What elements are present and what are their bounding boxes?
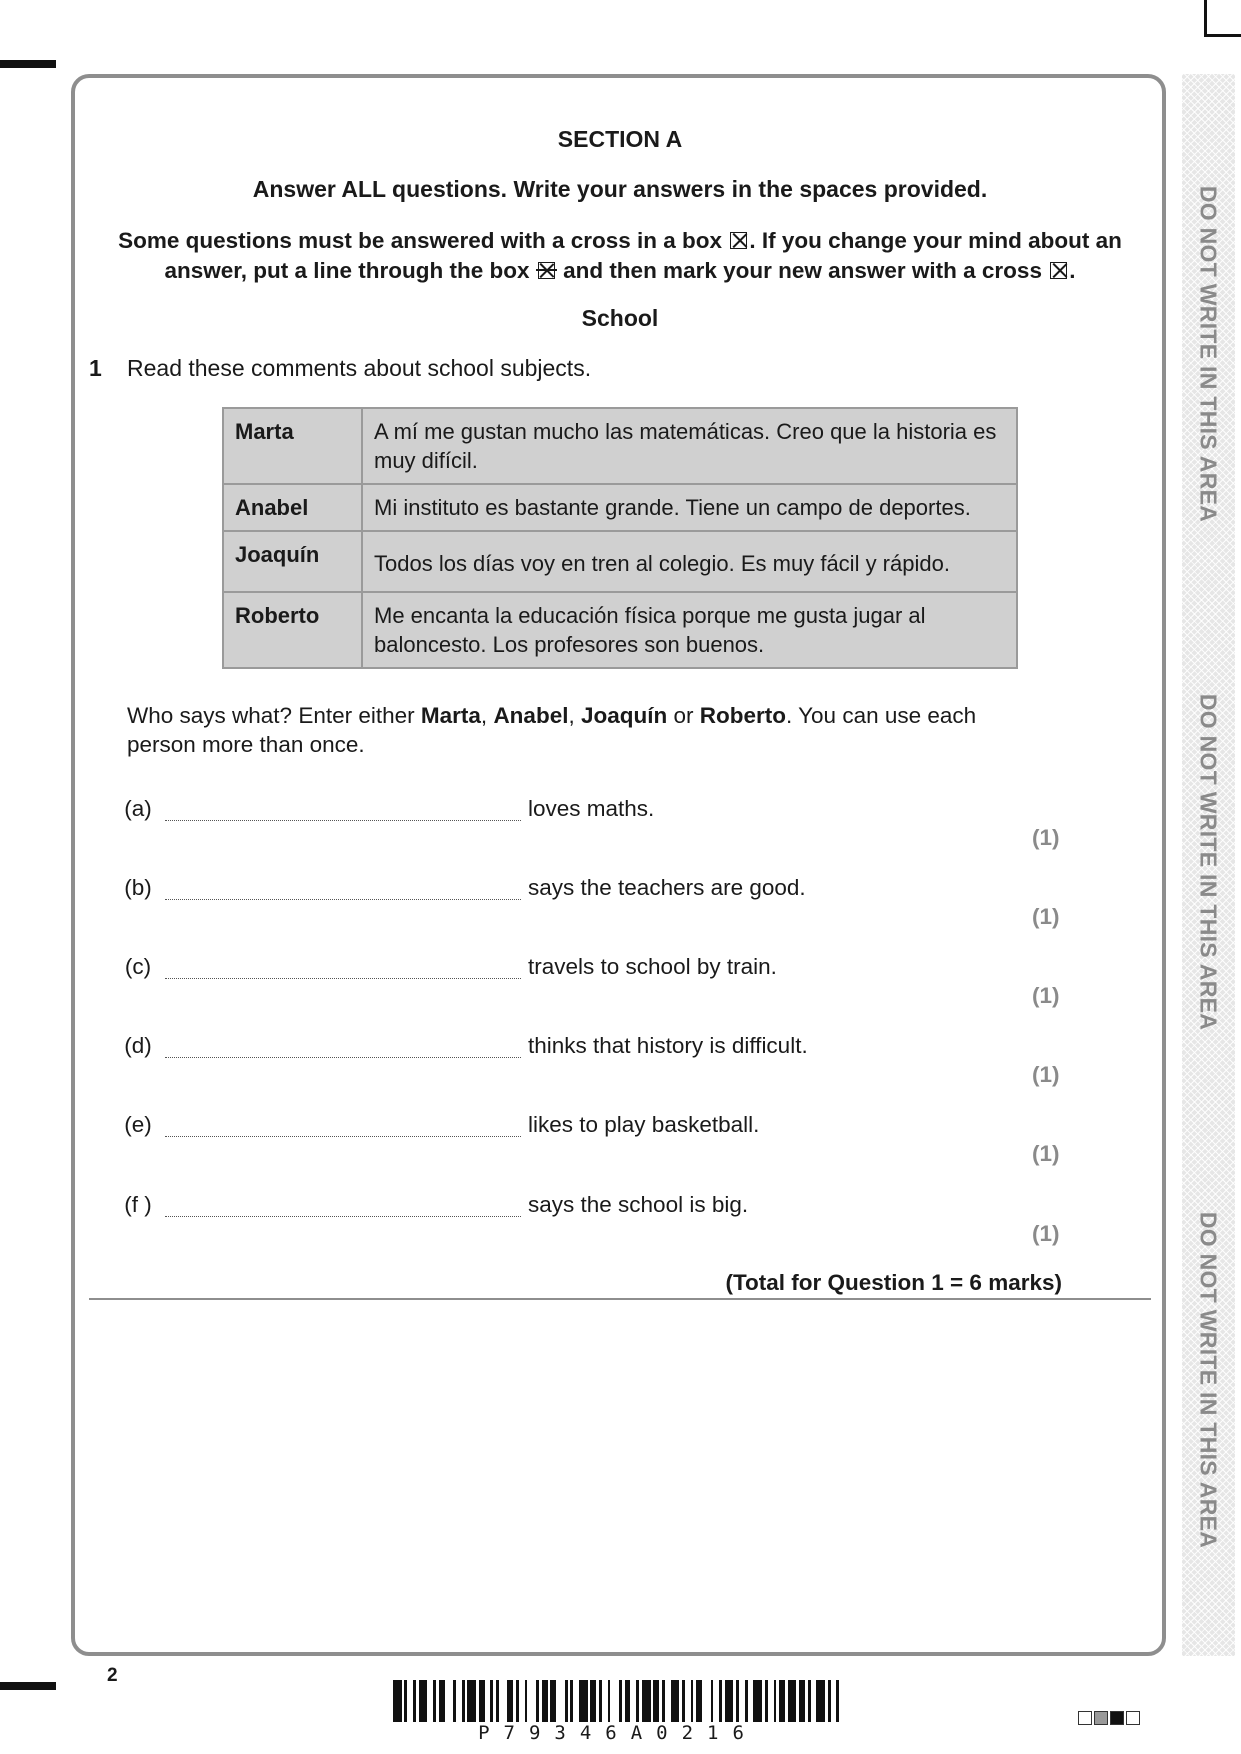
answer-line[interactable] [165,899,521,900]
answer-item-c [120,954,1060,1014]
topic-heading: School [581,305,659,331]
comment-text: Todos los días voy en tren al colegio. Es muy fácil y rápido. [362,531,1017,592]
cross-box-icon [1050,262,1067,279]
item-label: (b) [124,875,152,900]
answer-item-b [120,875,1060,935]
who-says-prefix: Who says what? Enter either [127,703,421,728]
barcode-bar [499,1680,508,1722]
comment-name: Marta [223,408,362,484]
side-warning-1: DO NOT WRITE IN THIS AREA [1195,185,1222,523]
barcode-bar [419,1680,428,1722]
answer-line[interactable] [165,1136,521,1137]
instruction-text-c: and then mark your new answer with a cross [563,258,1042,283]
item-label: (f ) [124,1192,152,1217]
answer-item-d [120,1033,1060,1093]
instruction-text-a: Some questions must be answered with a cross in a box [118,228,723,253]
item-text: thinks that history is difficult. [528,1033,808,1058]
comment-text: A mí me gustan mucho las matemáticas. Creo que la historia es muy difícil. [362,408,1017,484]
barcode-bar [816,1680,825,1722]
name-roberto: Roberto [699,703,786,728]
struck-cross-box-icon [538,262,555,279]
comment-name: Roberto [223,592,362,668]
comment-text: Mi instituto es bastante grande. Tiene un campo de deportes. [362,484,1017,531]
marker-square [1126,1711,1140,1725]
name-joaquin: Joaquín [580,703,668,728]
barcode-bar [642,1680,651,1722]
page-number: 2 [107,1665,118,1686]
separator: , [568,703,581,728]
table-row [223,592,1017,668]
side-warning-2: DO NOT WRITE IN THIS AREA [1195,693,1222,1031]
barcode-bar [467,1680,476,1722]
barcode-bar [610,1680,619,1722]
mark-allocation: (1) [1032,825,1060,850]
instruction-line-1: Answer ALL questions. Write your answers in the spaces provided. [252,176,988,202]
answer-line[interactable] [165,1216,521,1217]
item-text: likes to play basketball. [528,1112,760,1137]
item-text: loves maths. [528,796,655,821]
question-number: 1 [89,355,102,381]
barcode-bar [393,1680,402,1722]
question-text: Read these comments about school subjects. [127,355,592,381]
item-label: (a) [124,796,152,821]
separator: or [667,703,700,728]
instruction-line-2 [90,226,1150,286]
section-title: SECTION A [557,126,683,152]
comment-name: Anabel [223,484,362,531]
item-label: (c) [124,954,152,979]
comments-table [222,407,1018,669]
barcode [393,1680,843,1722]
mark-allocation: (1) [1032,1141,1060,1166]
mark-allocation: (1) [1032,904,1060,929]
cross-box-icon [730,232,747,249]
registration-mark [1204,0,1241,37]
answer-item-f [120,1192,1060,1252]
separator: , [480,703,494,728]
mark-allocation: (1) [1032,1221,1060,1246]
question-divider [89,1298,1151,1300]
answer-item-e [120,1112,1060,1172]
comment-name: Joaquín [223,531,362,592]
barcode-bar [527,1680,536,1722]
registration-bar-bottom [0,1682,56,1690]
answer-line[interactable] [165,820,521,821]
item-label: (e) [124,1112,152,1137]
table-row [223,484,1017,531]
name-marta: Marta [420,703,481,728]
marker-square [1078,1711,1092,1725]
marker-square [1110,1711,1124,1725]
marker-square [1094,1711,1108,1725]
item-text: says the school is big. [528,1192,749,1217]
instruction-text-d: . [1069,258,1076,283]
barcode-text: P79346A0216 [478,1722,758,1744]
barcode-bar [753,1680,762,1722]
item-text: travels to school by train. [528,954,777,979]
barcode-bar [839,1680,842,1722]
table-row [223,408,1017,484]
answer-item-a [120,796,1060,856]
who-says-suffix: . You can use each person more than once. [127,703,977,757]
page-marker-squares [1078,1711,1140,1725]
who-says-instruction [127,701,1027,759]
item-text: says the teachers are good. [528,875,806,900]
barcode-bar [556,1680,565,1722]
barcode-bar [671,1680,680,1722]
barcode-bar [579,1680,588,1722]
question-total: (Total for Question 1 = 6 marks) [725,1270,1062,1295]
item-label: (d) [124,1033,152,1058]
comment-text: Me encanta la educación física porque me gusta jugar al baloncesto. Los profesores son buenos. [362,592,1017,668]
mark-allocation: (1) [1032,1062,1060,1087]
barcode-bar [445,1680,454,1722]
side-warning-3: DO NOT WRITE IN THIS AREA [1195,1211,1222,1549]
answer-line[interactable] [165,978,521,979]
barcode-bar [702,1680,711,1722]
table-row [223,531,1017,592]
instruction-text-b: . If you change your mind about an answer, put a line through the box [164,228,1122,283]
mark-allocation: (1) [1032,983,1060,1008]
registration-bar-top [0,60,56,68]
barcode-bar [788,1680,797,1722]
name-anabel: Anabel [493,703,569,728]
answer-line[interactable] [165,1057,521,1058]
barcode-bar [725,1680,734,1722]
